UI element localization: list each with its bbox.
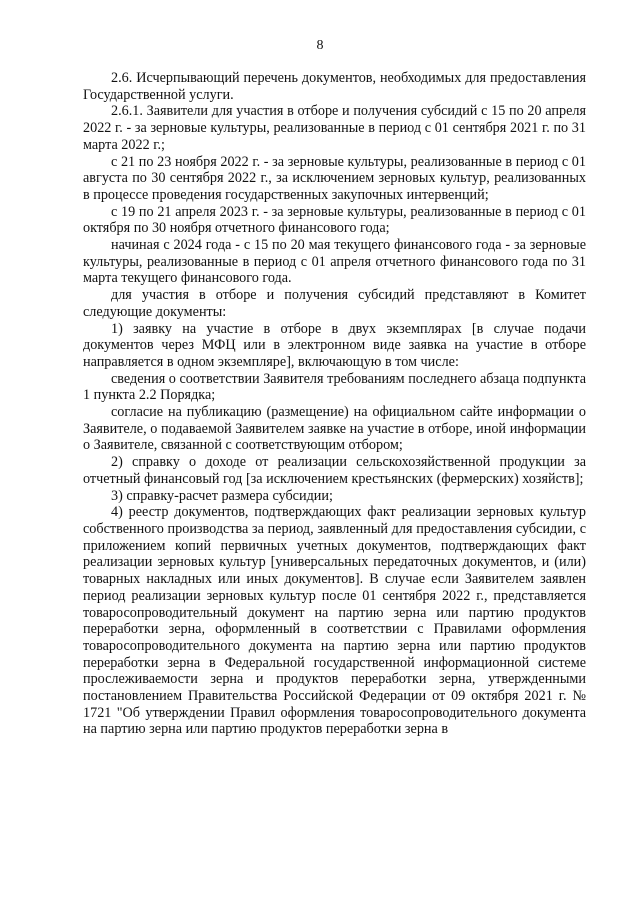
paragraph-item-4-document-registry: 4) реестр документов, подтверждающих факт реализации зерновых культур собственного производства за период, заявленный для предоставления субсидии, с приложением копий первичных учетных документов, подтверждающих факт реализации зерновых культур [универсальных передаточных документов, и (или) товарных накладных или иных документов]. В случае если Заявителем заявлен период реализации зерновых культур после 01 сентября 2022 г., представляется товаросопроводительный документ на партию зерна или партию продуктов переработки зерна, оформленный в соответствии с Правилами оформления товаросопроводительного документа на партию зерна или партию продуктов переработки зерна в Федеральной государственной информационной системе прослеживаемости зерна и продуктов переработки зерна, утвержденными постановлением Правительства Российской Федерации от 09 октября 2021 г. № 1721 "Об утверждении Правил оформления товаросопроводительного документа на партию зерна или партию продуктов переработки зерна в [83, 504, 586, 738]
paragraph-period-from-2024: начиная с 2024 года - с 15 по 20 мая текущего финансового года - за зерновые культуры, реализованные в период с 01 апреля отчетного финансового года по 31 марта текущего финансового года. [83, 237, 586, 287]
paragraph-item-3-calculation: 3) справку-расчет размера субсидии; [111, 487, 333, 504]
paragraph-period-nov-2022: с 21 по 23 ноября 2022 г. - за зерновые культуры, реализованные в период с 01 августа по 30 сентября 2022 г., за исключением зерновых культур, реализованных в процессе проведения государственных закупочных интервенций; [83, 153, 586, 203]
document-body [83, 70, 586, 738]
page-number: 8 [316, 38, 324, 53]
paragraph-item-1-application: 1) заявку на участие в отборе в двух экземплярах [в случае подачи документов через МФЦ или в электронном виде заявка на участие в отборе направляется в одном экземпляре], включающую в том числе: [83, 320, 586, 370]
paragraph-section-2-6-1: 2.6.1. Заявители для участия в отборе и получения субсидий с 15 по 20 апреля 2022 г. - за зерновые культуры, реализованные в период с 01 сентября 2021 г. по 31 марта 2022 г.; [83, 103, 586, 153]
paragraph-documents-intro: для участия в отборе и получения субсидий представляют в Комитет следующие документы: [83, 287, 586, 320]
paragraph-compliance-info: сведения о соответствии Заявителя требованиям последнего абзаца подпункта 1 пункта 2.2 Порядка; [83, 370, 586, 404]
paragraph-item-2-income-statement: 2) справку о доходе от реализации сельскохозяйственной продукции за отчетный финансовый год [за исключением крестьянских (фермерских) хозяйств]; [83, 454, 586, 487]
paragraph-publication-consent: согласие на публикацию (размещение) на официальном сайте информации о Заявителе, о подаваемой Заявителем заявке на участие в отборе, иной информации о Заявителе, связанной с соответствующим отбором; [83, 404, 586, 454]
paragraph-period-apr-2023: с 19 по 21 апреля 2023 г. - за зерновые культуры, реализованные в период с 01 октября по 30 ноября отчетного финансового года; [83, 203, 586, 237]
paragraph-section-2-6: 2.6. Исчерпывающий перечень документов, необходимых для предоставления Государственной услуги. [83, 70, 586, 103]
